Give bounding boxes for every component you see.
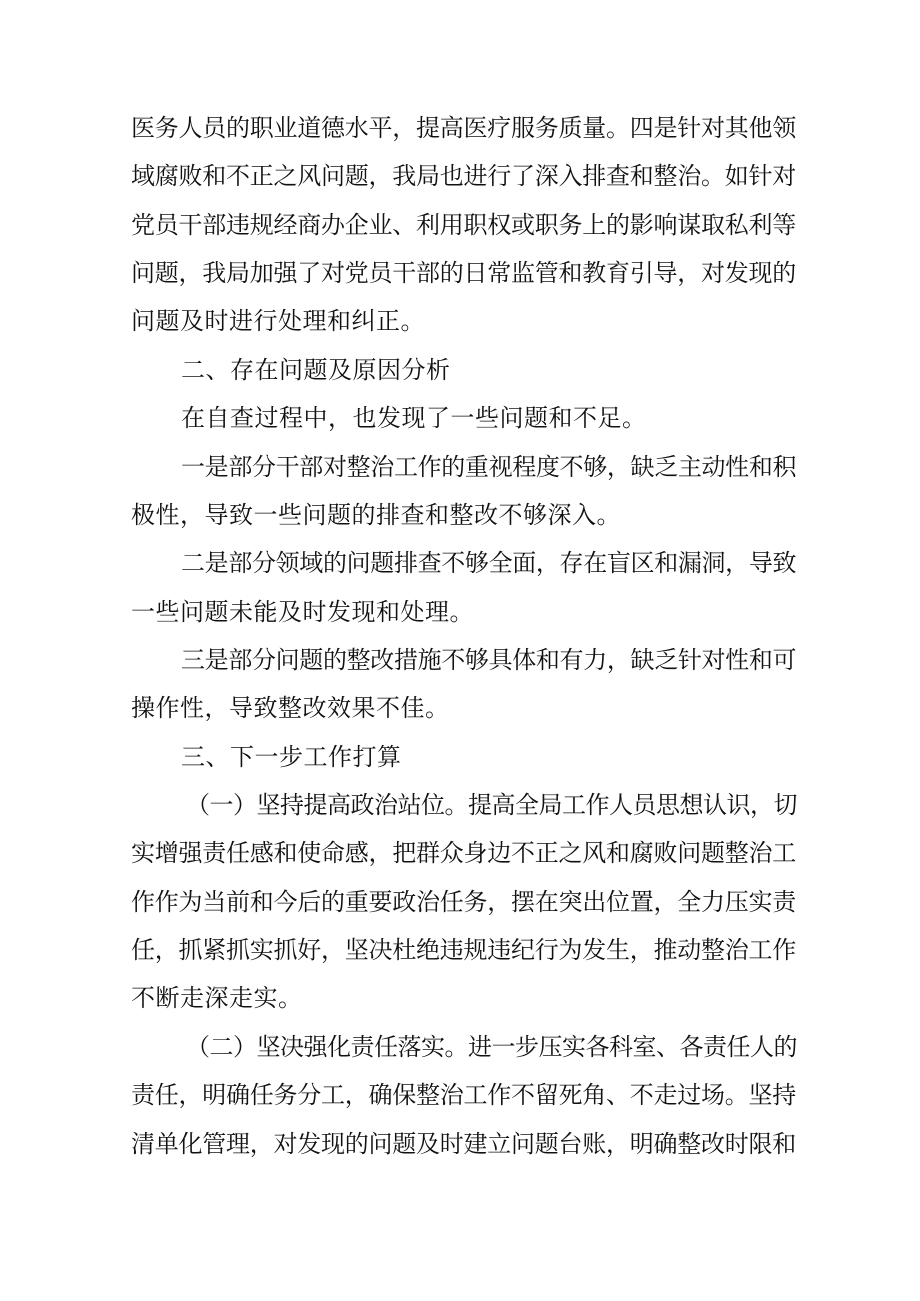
body-text-line: 清单化管理，对发现的问题及时建立问题台账，明确整改时限和 (131, 1130, 796, 1158)
body-text-line: 不断走深走实。 (131, 984, 303, 1012)
section-heading: 三、下一步工作打算 (181, 743, 402, 771)
body-text-line: 党员干部违规经商办企业、利用职权或职务上的影响谋取私利等 (131, 211, 796, 239)
body-text-line: 操作性，导致整改效果不佳。 (131, 694, 450, 722)
body-text-line: 一些问题未能及时发现和处理。 (131, 598, 474, 626)
body-text-line: （一）坚持提高政治站位。提高全局工作人员思想认识，切 (186, 791, 797, 819)
body-text-line: 问题及时进行处理和纠正。 (131, 307, 425, 335)
body-text-line: 作作为当前和今后的重要政治任务，摆在突出位置，全力压实责 (131, 888, 796, 916)
body-text-line: 三是部分问题的整改措施不够具体和有力，缺乏针对性和可 (181, 646, 796, 674)
body-text-line: 责任，明确任务分工，确保整治工作不留死角、不走过场。坚持 (131, 1081, 796, 1109)
body-text-line: 问题，我局加强了对党员干部的日常监管和教育引导，对发现的 (131, 259, 796, 287)
body-text-line: （二）坚决强化责任落实。进一步压实各科室、各责任人的 (186, 1033, 797, 1061)
body-text-line: 医务人员的职业道德水平，提高医疗服务质量。四是针对其他领 (131, 114, 796, 142)
body-text-line: 实增强责任感和使命感，把群众身边不正之风和腐败问题整治工 (131, 839, 796, 867)
body-text-line: 二是部分领域的问题排查不够全面，存在盲区和漏洞，导致 (181, 549, 796, 577)
section-heading: 二、存在问题及原因分析 (181, 356, 451, 384)
body-text-line: 极性，导致一些问题的排查和整改不够深入。 (131, 501, 621, 529)
body-text-line: 任，抓紧抓实抓好，坚决杜绝违规违纪行为发生，推动整治工作 (131, 936, 796, 964)
body-text-line: 一是部分干部对整治工作的重视程度不够，缺乏主动性和积 (181, 453, 796, 481)
body-text-line: 域腐败和不正之风问题，我局也进行了深入排查和整治。如针对 (131, 162, 796, 190)
body-text-line: 在自查过程中，也发现了一些问题和不足。 (181, 404, 647, 432)
